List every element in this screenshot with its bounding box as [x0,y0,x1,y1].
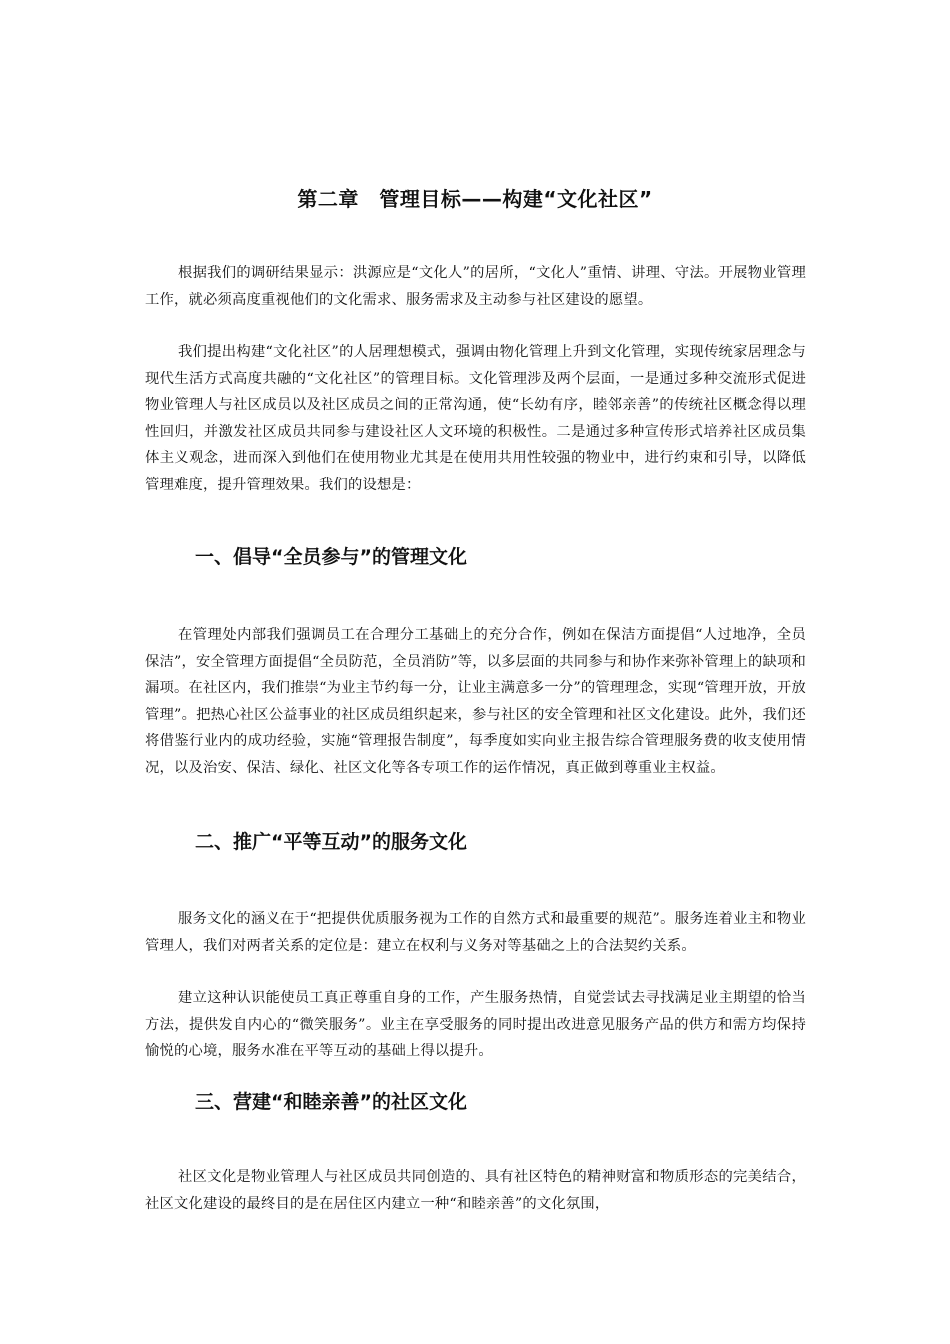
chapter-title: 第二章 管理目标——构建“文化社区” [297,187,653,211]
section-3-heading: 三、营建“和睦亲善”的社区文化 [195,1091,467,1113]
section-2-paragraph-2: 建立这种认识能使员工真正尊重自身的工作，产生服务热情，自觉尝试去寻找满足业主期望的恰当方法，提供发自内心的“微笑服务”。业主在享受服务的同时提出改进意见服务产品的供方和需方均保持愉悦的心境，服务水准在平等互动的基础上得以提升。 [145,990,806,1059]
intro-paragraph-2: 我们提出构建“文化社区”的人居理想模式，强调由物化管理上升到文化管理，实现传统家居理念与现代生活方式高度共融的“文化社区”的管理目标。文化管理涉及两个层面，一是通过多种交流形式促进物业管理人与社区成员以及社区成员之间的正常沟通，使“长幼有序，睦邻亲善”的传统社区概念得以理性回归，并激发社区成员共同参与建设社区人文环境的积极性。二是通过多种宣传形式培养社区成员集体主义观念，进而深入到他们在使用物业尤其是在使用共用性较强的物业中，进行约束和引导，以降低管理难度，提升管理效果。我们的设想是： [145,344,806,493]
section-2-paragraph-1: 服务文化的涵义在于“把提供优质服务视为工作的自然方式和最重要的规范”。服务连着业主和物业管理人，我们对两者关系的定位是：建立在权利与义务对等基础之上的合法契约关系。 [145,911,806,954]
section-1-heading: 一、倡导“全员参与”的管理文化 [195,546,467,568]
intro-paragraph-1: 根据我们的调研结果显示：洪源应是“文化人”的居所，“文化人”重情、讲理、守法。开展物业管理工作，就必须高度重视他们的文化需求、服务需求及主动参与社区建设的愿望。 [145,265,806,308]
section-2-heading: 二、推广“平等互动”的服务文化 [195,831,467,853]
section-1-paragraph-1: 在管理处内部我们强调员工在合理分工基础上的充分合作，例如在保洁方面提倡“人过地净，全员保洁”，安全管理方面提倡“全员防范，全员消防”等，以多层面的共同参与和协作来弥补管理上的缺项和漏项。在社区内，我们推崇“为业主节约每一分，让业主满意多一分”的管理理念，实现“管理开放，开放管理”。把热心社区公益事业的社区成员组织起来，参与社区的安全管理和社区文化建设。此外，我们还将借鉴行业内的成功经验，实施“管理报告制度”，每季度如实向业主报告综合管理服务费的收支使用情况，以及治安、保洁、绿化、社区文化等各专项工作的运作情况，真正做到尊重业主权益。 [145,627,806,776]
section-3-paragraph-1: 社区文化是物业管理人与社区成员共同创造的、具有社区特色的精神财富和物质形态的完美结合，社区文化建设的最终目的是在居住区内建立一种“和睦亲善”的文化氛围， [145,1169,806,1212]
